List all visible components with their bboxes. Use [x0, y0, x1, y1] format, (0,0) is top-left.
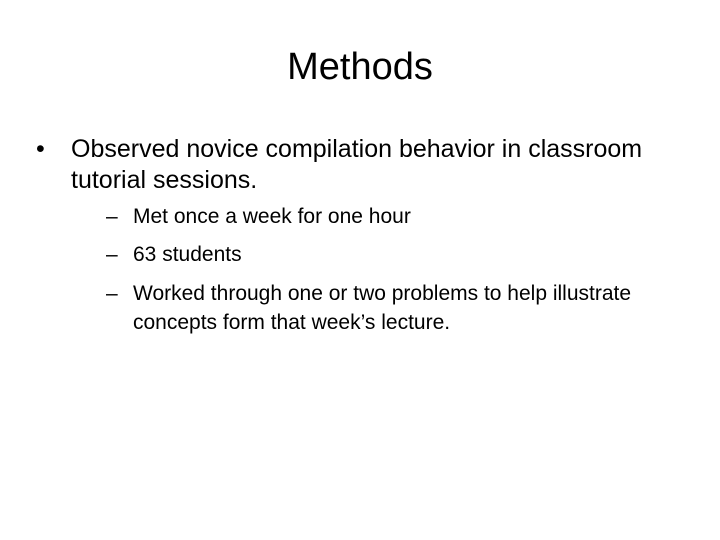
sub-bullet-marker: – — [106, 243, 118, 266]
sub-bullet-text: Met once a week for one hour — [133, 205, 411, 228]
sub-bullet-marker: – — [106, 282, 118, 305]
sub-bullet-item — [71, 241, 656, 268]
bullet-marker: • — [36, 135, 45, 163]
bullet-list — [36, 134, 656, 348]
sub-bullet-text: Worked through one or two problems to help illustrate concepts form that week’s lecture. — [133, 282, 632, 334]
bullet-text: Observed novice compilation behavior in classroom tutorial sessions. — [71, 135, 643, 194]
sub-bullet-item — [71, 203, 656, 230]
sub-bullet-marker: – — [106, 205, 118, 228]
sub-bullet-text: 63 students — [133, 243, 242, 266]
slide-title: Methods — [287, 46, 433, 88]
bullet-item — [36, 134, 656, 337]
sub-bullet-list — [71, 203, 656, 337]
sub-bullet-item — [71, 279, 656, 337]
